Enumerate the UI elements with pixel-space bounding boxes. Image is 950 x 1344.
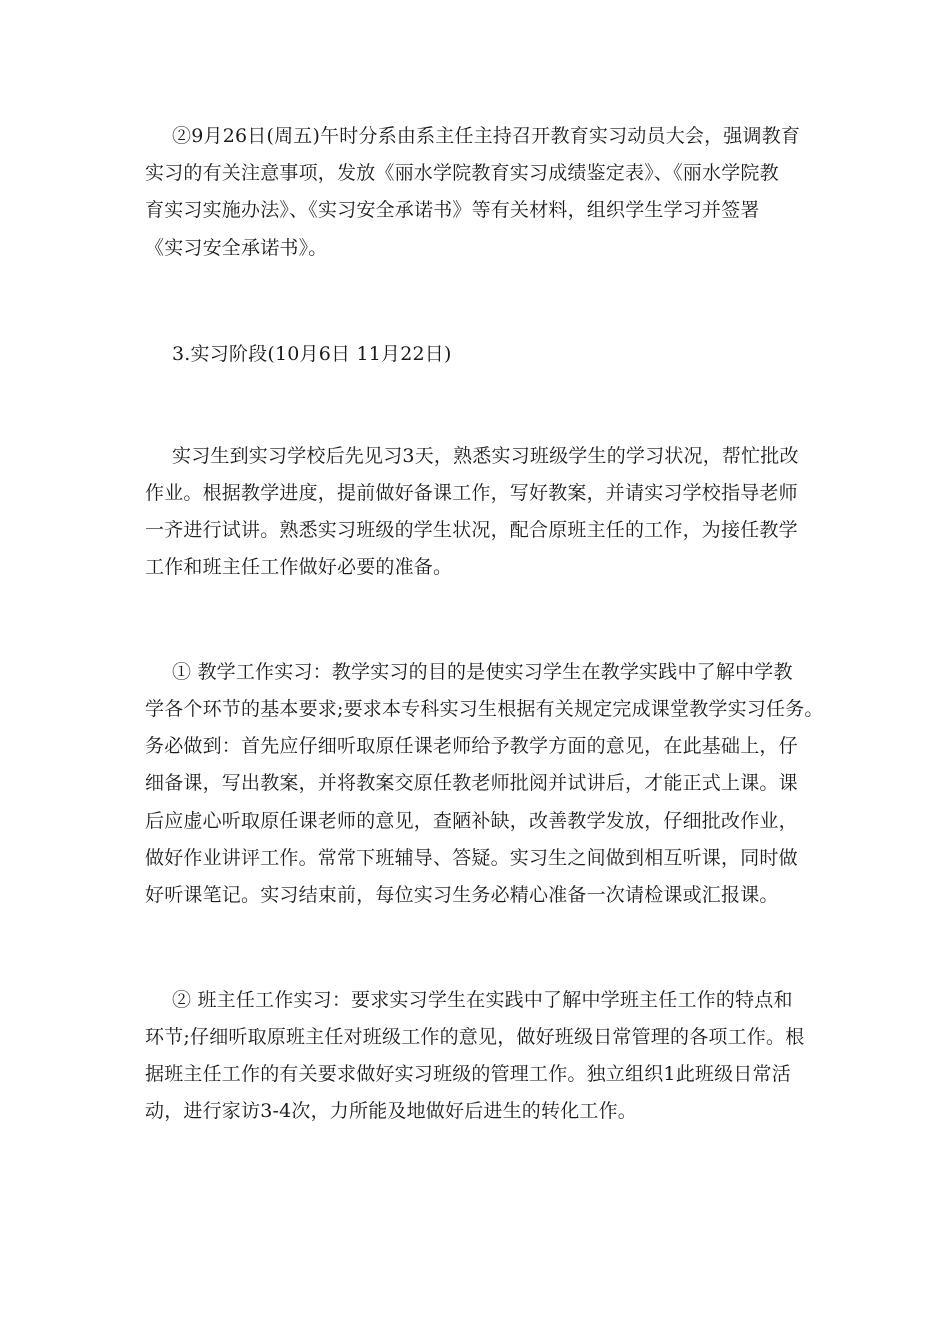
text-line: 实习生到实习学校后先见习3天，熟悉实习班级学生的学习状况，帮忙批改 (172, 445, 799, 467)
text-line: ②9月26日(周五)午时分系由系主任主持召开教育实习动员大会，强调教育 (172, 125, 801, 147)
text-line: 实习的有关注意事项，发放《丽水学院教育实习成绩鉴定表》、《丽水学院教 (145, 162, 779, 184)
text-line: 做好作业讲评工作。常常下班辅导、答疑。实习生之间做到相互听课，同时做 (145, 847, 798, 869)
text-line: 好听课笔记。实习结束前，每位实习生务必精心准备一次请检课或汇报课。 (145, 884, 779, 906)
text-line: 学各个环节的基本要求;要求本专科实习生根据有关规定完成课堂教学实习任务。 (145, 698, 824, 720)
text-line: 《实习安全承诺书》。 (145, 237, 328, 259)
text-line: 动，进行家访3-4次，力所能及地做好后进生的转化工作。 (145, 1100, 637, 1122)
section-heading: 3.实习阶段(10月6日 11月22日) (172, 343, 452, 365)
text-line: 工作和班主任工作做好必要的准备。 (145, 556, 453, 578)
text-line: 后应虚心听取原任课老师的意见，查陋补缺，改善教学发放，仔细批改作业， (145, 810, 798, 832)
text-line: ② 班主任工作实习：要求实习学生在实践中了解中学班主任工作的特点和 (172, 989, 793, 1011)
text-line: 育实习实施办法》、《实习安全承诺书》等有关材料，组织学生学习并签署 (145, 199, 760, 221)
text-line: 环节;仔细听取原班主任对班级工作的意见，做好班级日常管理的各项工作。根 (145, 1026, 805, 1048)
text-line: 作业。根据教学进度，提前做好备课工作，写好教案，并请实习学校指导老师 (145, 482, 798, 504)
text-line: 据班主任工作的有关要求做好实习班级的管理工作。独立组织1此班级日常活 (145, 1063, 791, 1085)
text-line: 务必做到：首先应仔细听取原任课老师给予教学方面的意见，在此基础上，仔 (145, 735, 798, 757)
text-line: 一齐进行试讲。熟悉实习班级的学生状况，配合原班主任的工作，为接任教学 (145, 519, 798, 541)
text-line: ① 教学工作实习：教学实习的目的是使实习学生在教学实践中了解中学教 (172, 661, 793, 683)
text-line: 细备课，写出教案，并将教案交原任教老师批阅并试讲后，才能正式上课。课 (145, 772, 798, 794)
